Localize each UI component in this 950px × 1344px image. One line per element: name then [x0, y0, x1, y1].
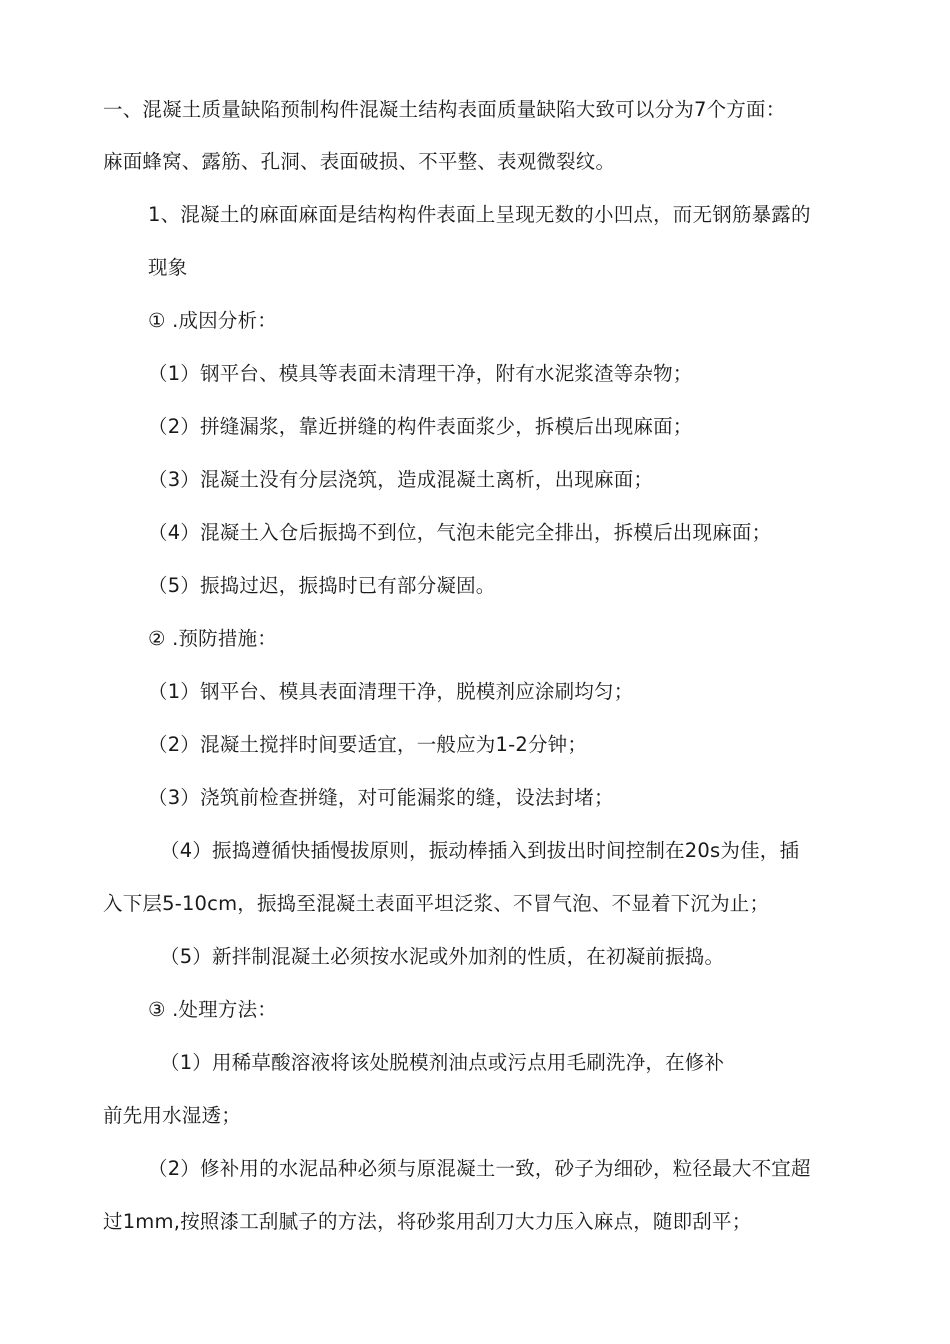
text-line: 前先用水湿透； [103, 1104, 241, 1127]
subsection-title: ③ .处理方法： [148, 998, 277, 1021]
list-item: （4）振捣遵循快插慢拔原则，振动棒插入到拔出时间控制在20s为佳，插 [160, 839, 800, 862]
list-item: （1）钢平台、模具表面清理干净，脱模剂应涂刷均匀； [148, 680, 634, 703]
list-item: （3）混凝土没有分层浇筑，造成混凝土离析，出现麻面； [148, 468, 654, 491]
heading-line: 一、混凝土质量缺陷预制构件混凝土结构表面质量缺陷大致可以分为7个方面： [103, 98, 786, 121]
list-item: （1）用稀草酸溶液将该处脱模剂油点或污点用毛刷洗净，在修补 [160, 1051, 725, 1074]
text-line: 麻面蜂窝、露筋、孔洞、表面破损、不平整、表观微裂纹。 [103, 150, 616, 173]
list-item: （5）新拌制混凝土必须按水泥或外加剂的性质，在初凝前振捣。 [160, 945, 725, 968]
list-item: （4）混凝土入仓后振捣不到位，气泡未能完全排出，拆模后出现麻面； [148, 521, 772, 544]
text-line: 过1mm,按照漆工刮腻子的方法，将砂浆用刮刀大力压入麻点，随即刮平； [103, 1210, 752, 1233]
list-item: （2）混凝土搅拌时间要适宜，一般应为1-2分钟； [148, 733, 588, 756]
subsection-title: ① .成因分析： [148, 309, 277, 332]
list-item: （2）修补用的水泥品种必须与原混凝土一致，砂子为细砂，粒径最大不宜超 [148, 1157, 811, 1180]
subsection-title: ② .预防措施： [148, 627, 277, 650]
list-item: （2）拼缝漏浆，靠近拼缝的构件表面浆少，拆模后出现麻面； [148, 415, 693, 438]
text-line: 现象 [148, 256, 188, 279]
list-item: （5）振捣过迟，振捣时已有部分凝固。 [148, 574, 496, 597]
list-item: （3）浇筑前检查拼缝，对可能漏浆的缝，设法封堵； [148, 786, 614, 809]
list-item: （1）钢平台、模具等表面未清理干净，附有水泥浆渣等杂物； [148, 362, 693, 385]
section-title: 1、混凝土的麻面麻面是结构构件表面上呈现无数的小凹点，而无钢筋暴露的 [148, 203, 811, 226]
text-line: 入下层5-10cm，振捣至混凝土表面平坦泛浆、不冒气泡、不显着下沉为止； [103, 892, 770, 915]
